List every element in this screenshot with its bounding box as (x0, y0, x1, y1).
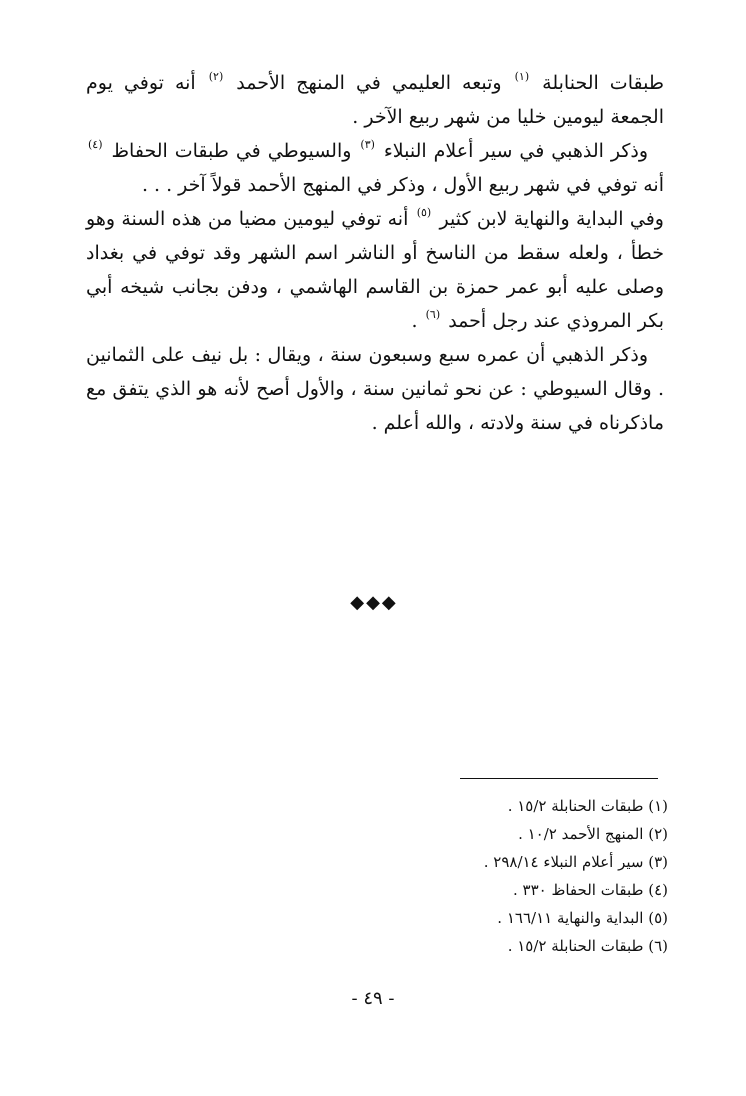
footnote-ref-5: (٥) (416, 206, 432, 219)
footnote-item: (٦) طبقات الحنابلة ١٥/٢ . (507, 937, 668, 955)
main-text (86, 66, 664, 440)
paragraph-text: وذكر الذهبي أن عمره سبع وسبعون سنة ، ويقال : بل نيف على الثمانين . وقال السيوطي : عن نحو ثمانين سنة ، والأول أصح لأنه هو الذي يتفق مع ماذكرناه في سنة ولادته ، والله أعلم . (86, 344, 664, 434)
footnote-ref-4: (٤) (88, 138, 103, 151)
paragraph-1 (86, 66, 664, 134)
diamond-icon: ◆ (366, 592, 380, 613)
paragraph-text: أنه توفي في شهر ربيع الأول ، وذكر في المنهج الأحمد قولاً آخر . . . (141, 174, 664, 196)
footnote-item: (٥) البداية والنهاية ١٦٦/١١ . (497, 909, 668, 927)
footnote-ref-6: (٦) (425, 308, 441, 321)
footnote-item: (١) طبقات الحنابلة ١٥/٢ . (507, 797, 668, 815)
paragraph-text: أنه توفي ليومين مضيا من هذه السنة وهو خطأ ، ولعله سقط من الناسخ أو الناشر اسم الشهر وقد توفي في بغداد وصلى عليه أبو عمر حمزة بن القاسم الهاشمي ، ودفن بجانب شيخه أبي بكر المروذي عند رجل أحمد (86, 208, 664, 332)
paragraph-text: وذكر الذهبي في سير أعلام النبلاء (383, 140, 649, 162)
paragraph-2 (86, 134, 664, 202)
paragraph-text: والسيوطي في طبقات الحفاظ (111, 140, 352, 162)
paragraph-text: طبقات الحنابلة (542, 72, 664, 94)
paragraph-3 (86, 202, 664, 338)
footnote-separator (460, 778, 658, 779)
footnote-item: (٤) طبقات الحفاظ ٣٣٠ . (513, 881, 668, 899)
diamond-icon: ◆ (350, 592, 365, 613)
footnote-ref-1: (١) (514, 70, 530, 83)
footnotes-list (300, 792, 668, 960)
footnote-item: (٣) سير أعلام النبلاء ٢٩٨/١٤ . (483, 853, 668, 871)
paragraph-text: . (411, 310, 418, 332)
paragraph-text: وفي البداية والنهاية لابن كثير (439, 208, 664, 230)
section-divider-ornament (0, 592, 746, 613)
footnote-ref-2: (٢) (208, 70, 224, 83)
paragraph-text: أنه توفي يوم الجمعة ليومين خليا من شهر ربيع الآخر . (86, 72, 664, 128)
paragraph-text: وتبعه العليمي في المنهج الأحمد (236, 72, 502, 94)
paragraph-4 (86, 338, 664, 440)
footnote-ref-3: (٣) (360, 138, 375, 151)
diamond-icon: ◆ (381, 592, 396, 613)
page-number: - ٤٩ - (351, 988, 395, 1009)
footnote-item: (٢) المنهج الأحمد ١٠/٢ . (518, 825, 668, 843)
